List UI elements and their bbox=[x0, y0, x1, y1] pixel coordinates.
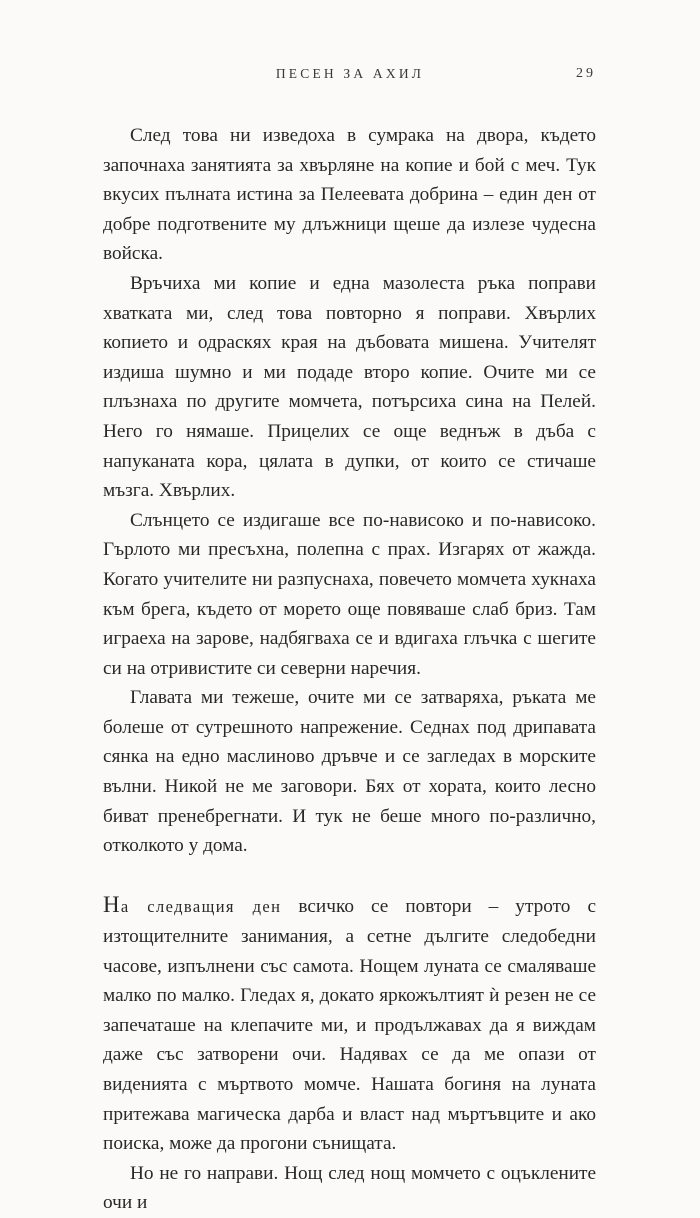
small-caps-lead-in bbox=[103, 892, 282, 918]
page-number: 29 bbox=[576, 66, 596, 81]
section-2-first-paragraph bbox=[103, 890, 596, 1158]
paragraph-3: Слънцето се издигаше все по-нависоко и по-нависоко. Гърлото ми пресъхна, полепна с прах. Изгарях от жажда. Когато учителите ни разпуснаха, повечето момчета хукнаха към брега, където от морето още повяваше слаб бриз. Там играеха на зарове, надбягваха се и вдигаха глъчка с шегите си на отривистите си северни наречия. bbox=[103, 509, 596, 679]
running-header bbox=[0, 66, 700, 86]
section-2-last-paragraph: Но не го направи. Нощ след нощ момчето с оцъклените очи и bbox=[103, 1162, 596, 1214]
paragraph-4: Главата ми тежеше, очите ми се затваряха, ръката ме болеше от сутрешното напрежение. Седнах под дрипавата сянка на едно маслиново дръвче и се загледах в морските вълни. Никой не ме заговори. Бях от хората, които лесно биват пренебрегнати. И тук не беше много по-различно, отколкото у дома. bbox=[103, 687, 596, 857]
lead-in-small-caps: а следващия ден bbox=[120, 897, 282, 917]
paragraph-2: Връчиха ми копие и една мазолеста ръка поправи хватката ми, след това повторно я поправи. Хвърлих копието и одраскях края на дъбовата мишена. Учителят издиша шумно и ми подаде второ копие. Очите ми се плъзнаха по другите момчета, потърсиха сина на Пелей. Него го нямаше. Прицелих се още веднъж в дъба с напуканата кора, цялата в дупки, от които се стичаше мъзга. Хвърлих. bbox=[103, 272, 596, 502]
paragraph-1: След това ни изведоха в сумрака на двора, където започнаха занятията за хвърляне на копие и бой с меч. Тук вкусих пълната истина за Пелеевата добрина – един ден от добре подготвените му длъжници щеше да излезе чудесна войска. bbox=[103, 125, 596, 265]
body-text bbox=[103, 121, 596, 1218]
running-title: ПЕСЕН ЗА АХИЛ bbox=[275, 66, 425, 81]
section-break bbox=[103, 861, 596, 891]
lead-in-capital: Н bbox=[103, 892, 121, 918]
section-2-first-paragraph-text: всичко се повтори – утрото с изтощителните занимания, а сетне дългите следобедни часове, изпълнени със самота. Нощем луната се смаляваше малко по малко. Гледах я, докато яркожълтият ѝ резен не се запечаташе на клепачите ми, и продължавах да я виждам даже със затворени очи. Надявах се да ме опази от виденията с мъртвото момче. Нашата богиня на луната притежава магическа дарба и власт над мъртъвците и ако поиска, може да прогони сънищата. bbox=[103, 896, 597, 1155]
